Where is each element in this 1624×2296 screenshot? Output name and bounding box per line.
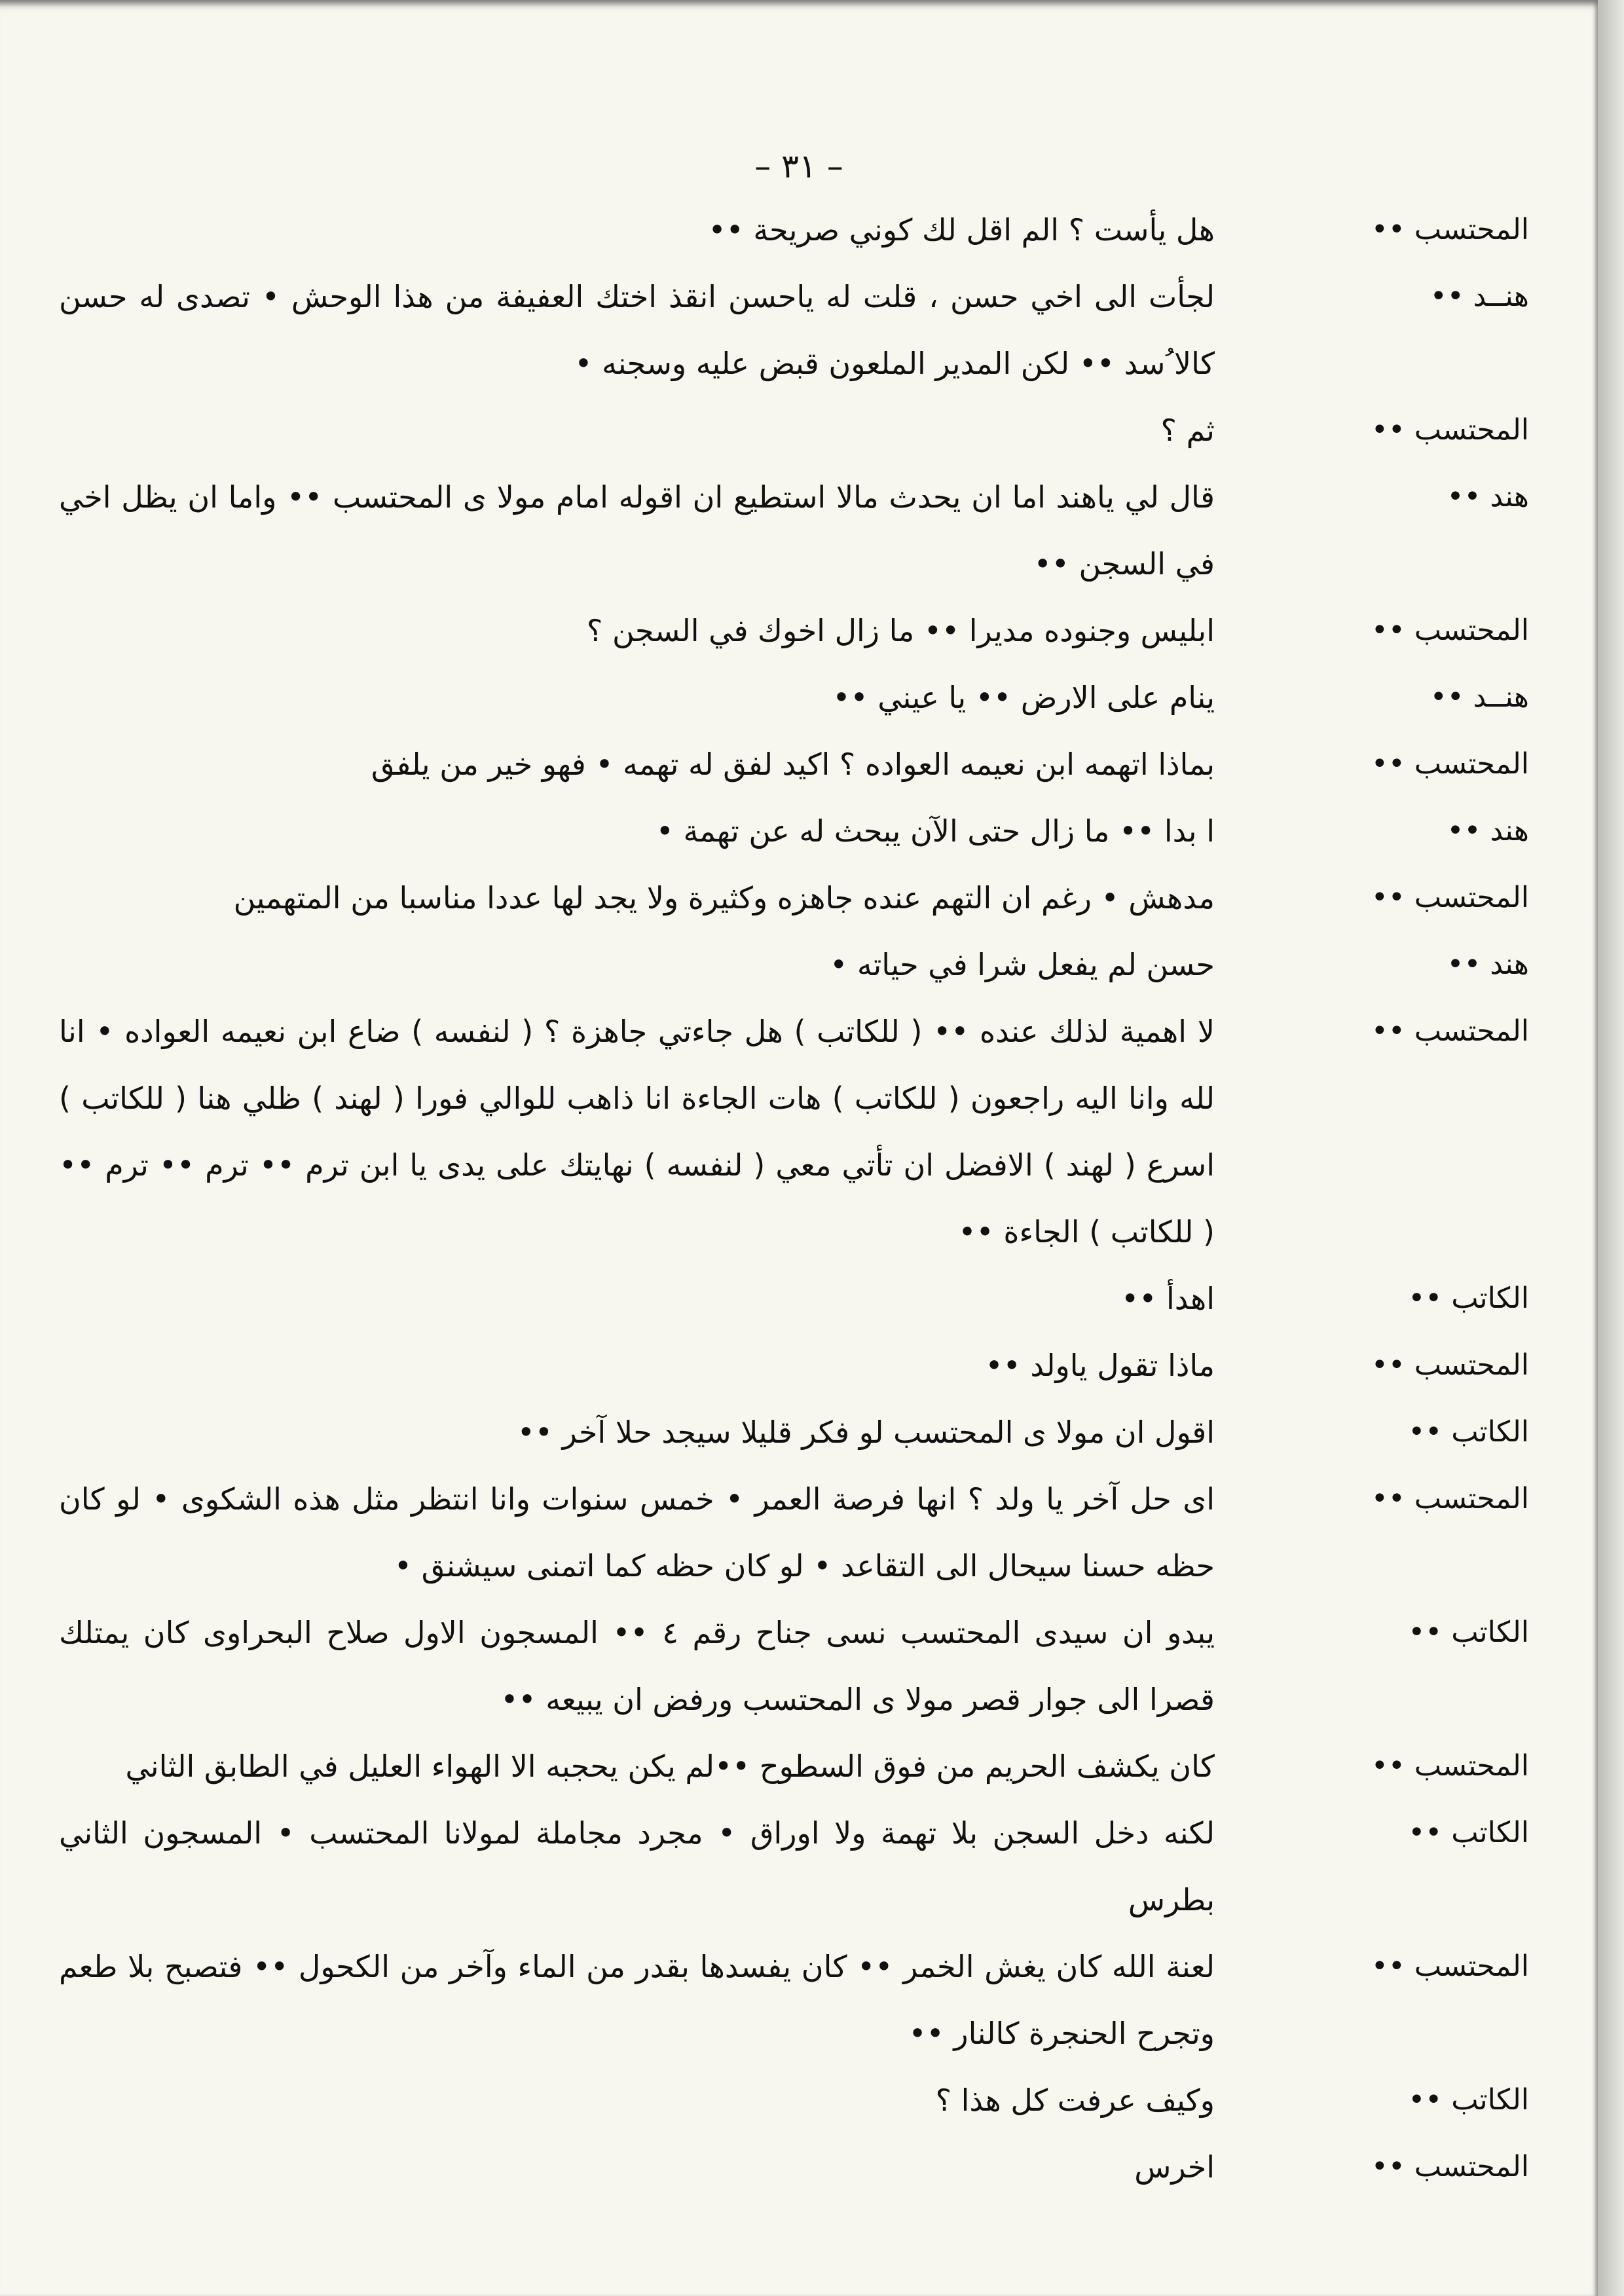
dialogue-entry: [0, 1332, 1598, 1399]
speech-text: ثم ؟: [1160, 413, 1215, 448]
speaker-name: هنــد ••: [1430, 280, 1529, 313]
speech-text: هل يأست ؟ الم اقل لك كوني صريحة ••: [708, 212, 1215, 248]
speaker-name: المحتسب ••: [1371, 1482, 1529, 1515]
dialogue-entry: [0, 1265, 1598, 1332]
speech-text: حسن لم يفعل شرا في حياته •: [830, 947, 1215, 982]
speech-text: بماذا اتهمه ابن نعيمه العواده ؟ اكيد لفق له تهمه • فهو خير من يلفق: [371, 747, 1215, 782]
speech-text: ابليس وجنوده مديرا •• ما زال اخوك في السجن ؟: [586, 613, 1215, 648]
dialogue-entry: [0, 397, 1598, 464]
speaker-name: الكاتب ••: [1408, 1282, 1529, 1315]
speaker-name: المحتسب ••: [1371, 1950, 1529, 1983]
speaker-name: هند ••: [1447, 814, 1529, 847]
speaker-name: المحتسب ••: [1371, 881, 1529, 914]
speech-text: اهدأ ••: [1121, 1281, 1215, 1316]
speech-text: قال لي ياهند اما ان يحدث مالا استطيع ان اقوله امام مولا ى المحتسب •• واما ان يظل اخي في السجن ••: [59, 479, 1215, 582]
speech-text: يبدو ان سيدى المحتسب نسى جناح رقم ٤ •• المسجون الاول صلاح البحراوى كان يمتلك قصرا الى جوار قصر مولا ى المحتسب ورفض ان يبيعه ••: [59, 1615, 1215, 1717]
dialogue-entry: [0, 931, 1598, 998]
dialogue-entry: [0, 1733, 1598, 1800]
speaker-name: المحتسب ••: [1371, 1014, 1529, 1048]
speech-text: لا اهمية لذلك عنده •• ( للكاتب ) هل جاءتي جاهزة ؟ ( لنفسه ) ضاع ابن نعيمه العواده • انا لله وانا اليه راجعون ( للكاتب ) هات الجاءة انا ذاهب للوالي فورا ( لهند ) ظلي هنا ( للكاتب ) اسرع ( لهند ) الافضل ان تأتي معي ( لنفسه ) نهايتك على يدى يا ابن ترم •• ترم •• ترم •• ( للكاتب ) الجاءة ••: [59, 1014, 1215, 1250]
speech-text: اخرس: [1134, 2149, 1215, 2185]
speech-text: اقول ان مولا ى المحتسب لو فكر قليلا سيجد حلا آخر ••: [517, 1415, 1215, 1450]
speaker-name: المحتسب ••: [1371, 1749, 1529, 1783]
speech-text: اى حل آخر يا ولد ؟ انها فرصة العمر • خمس سنوات وانا انتظر مثل هذه الشكوى • لو كان حظه حسنا سيحال الى التقاعد • لو كان حظه كما اتمنى سيشنق •: [59, 1481, 1215, 1583]
dialogue-entry: [0, 1399, 1598, 1466]
speech-text: مدهش • رغم ان التهم عنده جاهزه وكثيرة ولا يجد لها عددا مناسبا من المتهمين: [233, 880, 1215, 916]
dialogue-entry: [0, 864, 1598, 931]
speaker-name: الكاتب ••: [1408, 1816, 1529, 1849]
speaker-name: المحتسب ••: [1371, 614, 1529, 647]
dialogue-entry: [0, 1599, 1598, 1733]
dialogue-entry: [0, 1800, 1598, 1933]
speaker-name: هند ••: [1447, 948, 1529, 981]
dialogue-entry: [0, 597, 1598, 664]
dialogue-entry: [0, 196, 1598, 263]
speaker-name: الكاتب ••: [1408, 1616, 1529, 1649]
page-number: – ٣١ –: [754, 147, 843, 185]
speaker-name: المحتسب ••: [1371, 747, 1529, 781]
page-edge: [1598, 0, 1624, 2296]
speech-text: وكيف عرفت كل هذا ؟: [935, 2083, 1215, 2118]
speaker-name: هند ••: [1447, 480, 1529, 513]
dialogue-entry: [0, 664, 1598, 731]
speaker-name: المحتسب ••: [1371, 213, 1529, 246]
speech-text: كان يكشف الحريم من فوق السطوح ••لم يكن يحجبه الا الهواء العليل في الطابق الثاني: [125, 1749, 1215, 1784]
speech-text: ينام على الارض •• يا عيني ••: [832, 680, 1215, 715]
dialogue-entry: [0, 2067, 1598, 2134]
speaker-name: الكاتب ••: [1408, 2083, 1529, 2117]
dialogue-entry: [0, 464, 1598, 597]
speaker-name: المحتسب ••: [1371, 413, 1529, 447]
dialogue-entry: [0, 731, 1598, 798]
speech-text: ماذا تقول ياولد ••: [985, 1348, 1215, 1383]
speech-text: لعنة الله كان يغش الخمر •• كان يفسدها بقدر من الماء وآخر من الكحول •• فتصبح بلا طعم وتجرح الحنجرة كالنار ••: [59, 1949, 1215, 2051]
dialogue-list: [0, 196, 1598, 2200]
speaker-name: الكاتب ••: [1408, 1415, 1529, 1449]
speaker-name: المحتسب ••: [1371, 1348, 1529, 1382]
dialogue-entry: [0, 798, 1598, 864]
speaker-name: هنــد ••: [1430, 680, 1529, 714]
dialogue-entry: [0, 1933, 1598, 2067]
speech-text: لجأت الى اخي حسن ، قلت له ياحسن انقذ اختك العفيفة من هذا الوحش • تصدى له حسن كالا ُسد •• لكن المدير الملعون قبض عليه وسجنه •: [59, 279, 1215, 381]
speech-text: لكنه دخل السجن بلا تهمة ولا اوراق • مجرد مجاملة لمولانا المحتسب • المسجون الثاني بطرس: [59, 1815, 1215, 1917]
dialogue-entry: [0, 1466, 1598, 1599]
dialogue-entry: [0, 998, 1598, 1265]
dialogue-entry: [0, 263, 1598, 397]
dialogue-entry: [0, 2134, 1598, 2200]
speaker-name: المحتسب ••: [1371, 2150, 1529, 2183]
speech-text: ا بدا •• ما زال حتى الآن يبحث له عن تهمة •: [655, 813, 1215, 849]
